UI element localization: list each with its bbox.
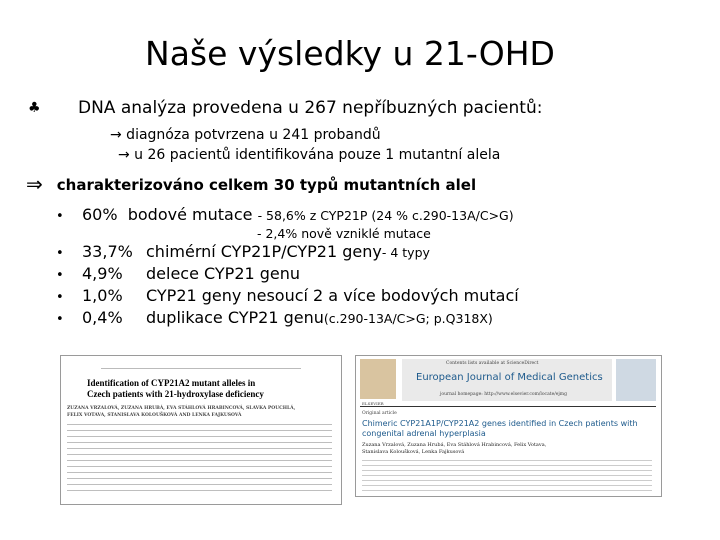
implies-arrow-icon: ⇒ [26, 172, 43, 196]
paper-thumbnail-hrubá [60, 355, 342, 505]
elsevier-logo-icon [360, 359, 396, 399]
paper-a-title: Identification of CYP21A2 mutant alleles in [87, 378, 256, 388]
point-mutations-pct: 60% [82, 205, 118, 224]
list-item [56, 264, 519, 286]
sub-line-single-allele: → u 26 pacientů identifikována pouze 1 mutantní alela [118, 147, 501, 163]
journal-cover-icon [616, 359, 656, 401]
row-label: delece CYP21 genu [146, 264, 301, 283]
bullet: • [56, 209, 64, 224]
journal-homepage: journal homepage: http://www.elsevier.com/locate/ejmg [440, 392, 567, 397]
point-mutations-detail: - 58,6% z CYP21P (24 % c.290-13A/C>G) [257, 208, 514, 223]
journal-name: European Journal of Medical Genetics [416, 372, 603, 383]
list-item [56, 286, 519, 308]
divider [101, 368, 301, 369]
list-item [56, 242, 519, 264]
row-pct: 33,7% [82, 242, 133, 261]
row-label: CYP21 geny nesoucí 2 a více bodových mutací [146, 286, 519, 305]
point-mutations-line [56, 205, 514, 224]
bullet: • [56, 290, 64, 305]
divider [360, 406, 656, 407]
row-note: (c.290-13A/C>G; p.Q318X) [323, 311, 493, 326]
bullet: • [56, 268, 64, 283]
slide-title: Naše výsledky u 21-OHD [145, 34, 555, 73]
club-bullet-icon: ♣ [28, 100, 41, 116]
list-item [56, 308, 519, 330]
article-type: Original article [362, 411, 397, 416]
paper-b-title2: congenital adrenal hyperplasia [362, 429, 486, 438]
row-label: chimérní CYP21P/CYP21 geny [146, 242, 382, 261]
paper-a-affiliations [67, 424, 332, 494]
row-pct: 0,4% [82, 308, 123, 327]
result-line [26, 172, 476, 196]
paper-thumbnail-ejmg [355, 355, 662, 497]
row-label: duplikace CYP21 genu [146, 308, 324, 327]
point-mutations-label: bodové mutace [127, 205, 253, 224]
row-note: - 4 typy [381, 245, 430, 260]
paper-b-authors: Zuzana Vrzalová, Zuzana Hrubá, Eva Stáhlová Hrabincová, Felix Votava, [362, 442, 547, 448]
paper-b-authors2: Stanislava Koloušková, Lenka Fajkusová [362, 449, 465, 455]
paper-b-affiliations [362, 460, 652, 492]
point-mutations-detail2: - 2,4% nově vzniklé mutace [257, 226, 431, 241]
paper-a-authors2: FELIX VOTAVA, STANISLAVA KOLOUŠKOVÁ AND LENKA FAJKUSOVÁ [67, 413, 242, 418]
sub-line-confirmed: → diagnóza potvrzena u 241 probandů [110, 127, 381, 143]
paper-b-title: Chimeric CYP21A1P/CYP21A2 genes identified in Czech patients with [362, 419, 638, 428]
journal-header-line: Contents lists available at ScienceDirect [446, 361, 539, 366]
paper-a-title2: Czech patients with 21-hydroxylase deficiency [87, 389, 264, 399]
result-text: charakterizováno celkem 30 typů mutantních alel [56, 176, 477, 194]
bullet: • [56, 246, 64, 261]
row-pct: 1,0% [82, 286, 123, 305]
paper-a-authors: ZUZANA VRZALOVÁ, ZUZANA HRUBÁ, EVA STÁHLOVÁ HRABINCOVÁ, SLAVKA POUCHLÁ, [67, 406, 296, 411]
row-pct: 4,9% [82, 264, 123, 283]
mutation-type-list [56, 242, 519, 330]
bullet: • [56, 312, 64, 327]
dna-analysis-line: DNA analýza provedena u 267 nepříbuzných pacientů: [78, 98, 543, 118]
elsevier-label: ELSEVIER [362, 401, 384, 406]
